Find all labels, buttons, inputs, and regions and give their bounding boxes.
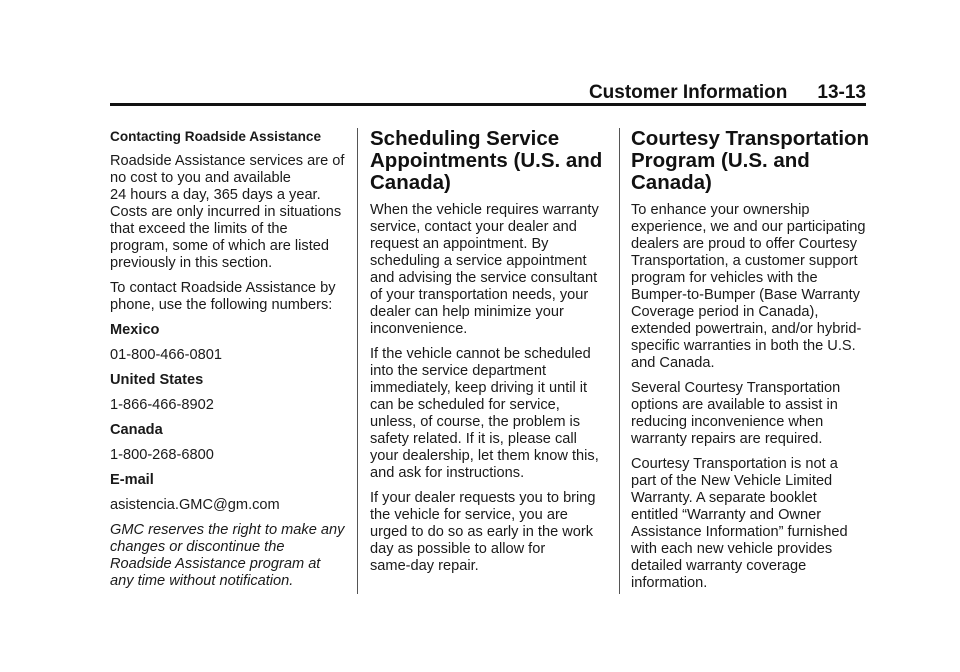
header-rule [110, 103, 866, 106]
paragraph: When the vehicle requires warranty service, contact your dealer and request an appointment. By scheduling a service appointment and advising the service consultant of your transportation needs, your dealer can help minimize your inconvenience. [370, 202, 599, 337]
column-roadside-assistance [110, 128, 348, 598]
paragraph: If the vehicle cannot be scheduled into the service department immediately, keep driving it until it can be scheduled for service, unless, of course, the problem is safety related. If it is, please call your dealership, let them know this, and ask for instructions. [370, 346, 599, 481]
column-scheduling-service [370, 128, 610, 583]
contact-label: E-mail [110, 472, 154, 488]
contact-value: 1-800-268-6800 [110, 447, 214, 463]
page-number: 13-13 [817, 82, 866, 103]
contact-label: Mexico [110, 322, 160, 338]
column-courtesy-transportation [631, 128, 871, 600]
paragraph: Several Courtesy Transportation options are available to assist in reducing inconvenience when warranty repairs are required. [631, 380, 841, 447]
section-heading: Courtesy Transportation Program (U.S. and Canada) [631, 127, 870, 194]
paragraph: To enhance your ownership experience, we and our participating dealers are proud to offer Courtesy Transportation, a customer support program for vehicles with the Bumper-to-Bumper (Base Warranty Coverage period in Canada), extended powertrain, and/or hybrid- specific warranties in both the U.S. and Canada. [631, 202, 866, 371]
paragraph: If your dealer requests you to bring the vehicle for service, you are urged to do so as early in the work day as possible to allow for same-day repair. [370, 490, 596, 574]
subheading: Contacting Roadside Assistance [110, 129, 322, 144]
page-header [589, 82, 866, 104]
contact-label: Canada [110, 422, 163, 438]
paragraph: To contact Roadside Assistance by phone, use the following numbers: [110, 280, 336, 313]
section-title: Customer Information [588, 82, 788, 103]
section-heading: Scheduling Service Appointments (U.S. and Canada) [370, 127, 603, 194]
paragraph: Roadside Assistance services are of no cost to you and available 24 hours a day, 365 days a year. Costs are only incurred in situations that exceed the limits of the program, some of which are listed previously in this section. [110, 153, 345, 271]
paragraph: Courtesy Transportation is not a part of the New Vehicle Limited Warranty. A separate booklet entitled “Warranty and Owner Assistance Information” furnished with each new vehicle provides detailed warranty coverage information. [631, 456, 848, 591]
contact-label: United States [110, 372, 204, 388]
contact-value: asistencia.GMC@gm.com [110, 497, 280, 513]
column-divider [619, 128, 620, 594]
note: GMC reserves the right to make any changes or discontinue the Roadside Assistance program at any time without notification. [110, 522, 345, 589]
column-divider [357, 128, 358, 594]
contact-value: 01-800-466-0801 [110, 347, 222, 363]
contact-value: 1-866-466-8902 [110, 397, 214, 413]
